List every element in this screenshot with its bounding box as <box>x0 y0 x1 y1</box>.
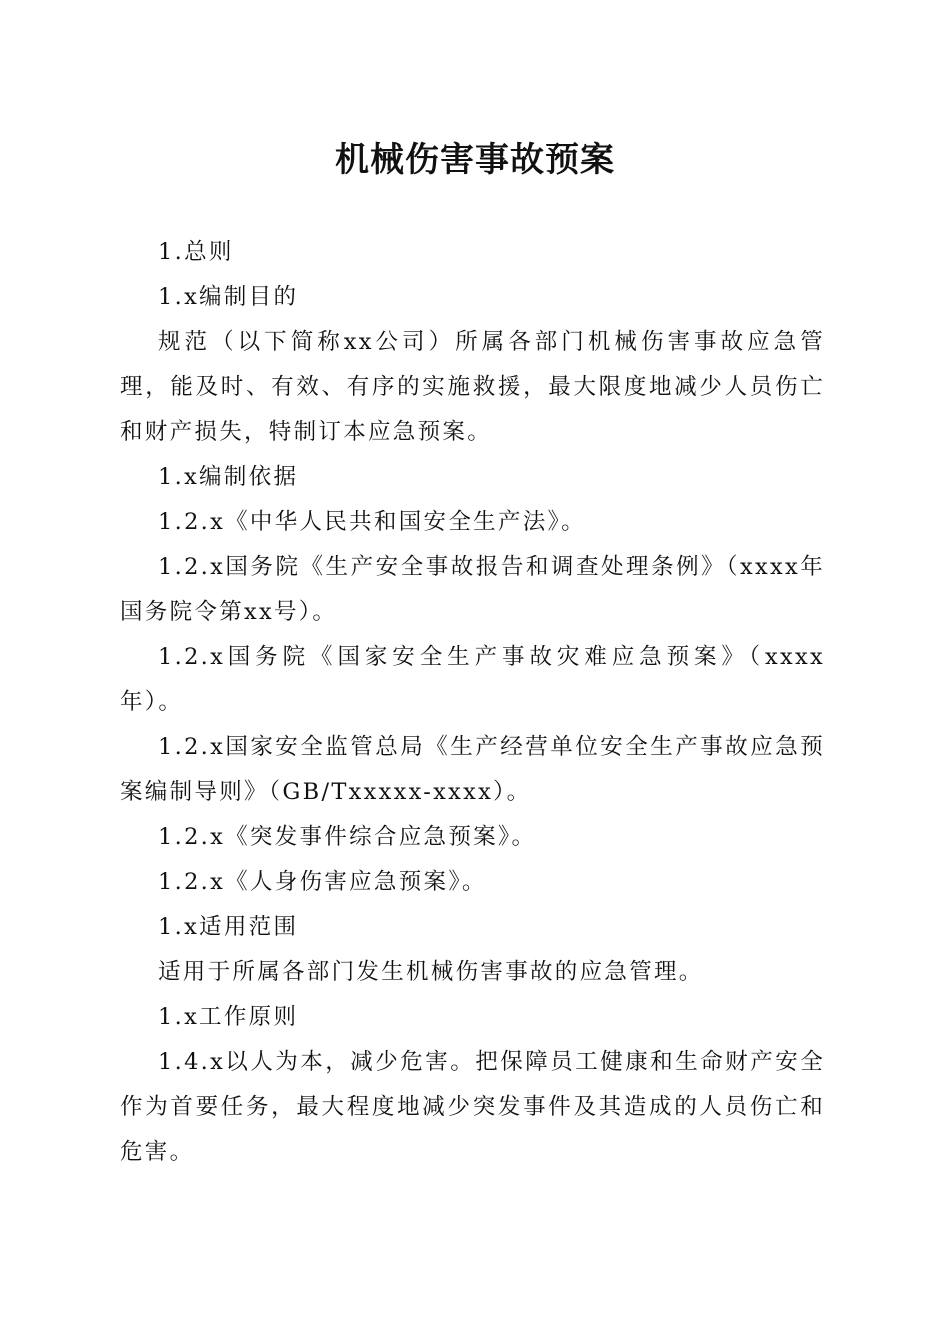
paragraph-principle: 1.4.x以人为本，减少危害。把保障员工健康和生命财产安全作为首要任务，最大程度地减少突发事件及其造成的人员伤亡和危害。 <box>120 1049 825 1165</box>
basis-item: 1.2.x国家安全监管总局《生产经营单位安全生产事故应急预案编制导则》（GB/Txxxxx-xxxx）。 <box>120 734 825 805</box>
basis-item: 1.2.x《突发事件综合应急预案》。 <box>158 824 537 850</box>
subsection-heading-purpose: 1.x编制目的 <box>158 284 299 310</box>
basis-item: 1.2.x国务院《生产安全事故报告和调查处理条例》（xxxx年国务院令第xx号）。 <box>120 554 825 625</box>
basis-item: 1.2.x国务院《国家安全生产事故灾难应急预案》（xxxx年）。 <box>120 644 825 715</box>
document-title: 机械伤害事故预案 <box>335 140 615 180</box>
section-heading-general: 1.总则 <box>158 239 234 265</box>
paragraph-scope: 适用于所属各部门发生机械伤害事故的应急管理。 <box>158 959 704 985</box>
subsection-heading-scope: 1.x适用范围 <box>158 914 299 940</box>
document-body <box>120 230 825 1175</box>
paragraph-purpose: 规范（以下简称xx公司）所属各部门机械伤害事故应急管理，能及时、有效、有序的实施救援，最大限度地减少人员伤亡和财产损失，特制订本应急预案。 <box>120 329 825 445</box>
basis-item: 1.2.x《中华人民共和国安全生产法》。 <box>158 509 586 535</box>
subsection-heading-basis: 1.x编制依据 <box>158 464 299 490</box>
basis-item: 1.2.x《人身伤害应急预案》。 <box>158 869 487 895</box>
subsection-heading-principles: 1.x工作原则 <box>158 1004 299 1030</box>
